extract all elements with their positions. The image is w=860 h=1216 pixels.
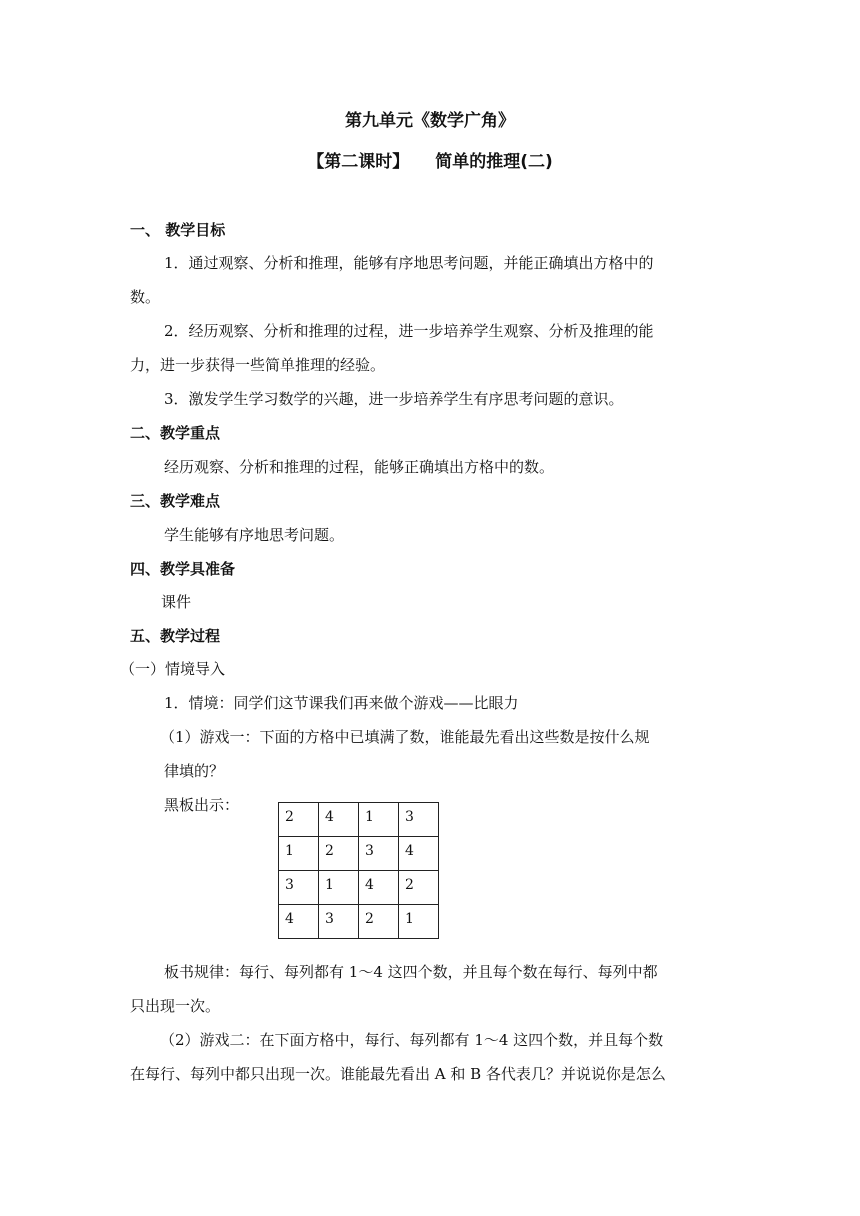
page-subtitle [0,147,860,172]
goal-2-line-2: 力，进一步获得一些简单推理的经验。 [130,356,386,374]
page-title: 第九单元《数学广角》 [345,111,515,131]
difficulties-text: 学生能够有序地思考问题。 [164,526,345,544]
materials-text: 课件 [161,593,192,611]
process-subheading: （一）情境导入 [120,660,226,678]
grid-row [279,871,439,905]
grid-cell: 3 [359,837,399,871]
game-2-line-2: 在每行、每列中都只出现一次。谁能最先看出 A 和 B 各代表几？并说说你是怎么 [130,1065,666,1083]
game-1-line-1: （1）游戏一：下面的方格中已填满了数，谁能最先看出这些数是按什么规 [160,728,650,746]
goal-1-line-2: 数。 [130,288,161,306]
grid-row [279,803,439,837]
number-grid [278,802,439,939]
section-heading-goals: 一、 教学目标 [130,221,226,239]
key-points-text: 经历观察、分析和推理的过程，能够正确填出方格中的数。 [164,458,555,476]
grid-cell: 1 [319,871,359,905]
grid-cell: 1 [359,803,399,837]
goal-3: 3．激发学生学习数学的兴趣，进一步培养学生有序思考问题的意识。 [164,390,624,408]
grid-cell: 4 [279,905,319,939]
grid-cell: 2 [399,871,439,905]
grid-cell: 2 [319,837,359,871]
grid-row [279,905,439,939]
section-heading-process: 五、教学过程 [130,627,221,645]
game-1-line-2: 律填的？ [164,762,225,780]
grid-cell: 3 [399,803,439,837]
grid-cell: 4 [359,871,399,905]
lesson-topic: 简单的推理(二) [435,152,553,172]
grid-row [279,837,439,871]
game-2-line-1: （2）游戏二：在下面方格中，每行、每列都有 1～4 这四个数，并且每个数 [160,1031,664,1049]
grid-cell: 1 [279,837,319,871]
section-heading-materials: 四、教学具准备 [130,560,236,578]
grid-cell: 2 [359,905,399,939]
scene-text: 1．情境：同学们这节课我们再来做个游戏——比眼力 [164,694,519,712]
goal-2-line-1: 2．经历观察、分析和推理的过程，进一步培养学生观察、分析及推理的能 [164,322,654,340]
grid-cell: 4 [399,837,439,871]
rule-line-2: 只出现一次。 [130,997,221,1015]
lesson-label: 【第二课时】 [307,152,410,172]
grid-cell: 1 [399,905,439,939]
section-heading-difficulties: 三、教学难点 [130,492,221,510]
section-heading-key-points: 二、教学重点 [130,424,221,442]
goal-1-line-1: 1．通过观察、分析和推理，能够有序地思考问题，并能正确填出方格中的 [164,254,654,272]
grid-cell: 3 [279,871,319,905]
grid-cell: 3 [319,905,359,939]
board-label: 黑板出示： [164,796,240,814]
rule-line-1: 板书规律：每行、每列都有 1～4 这四个数，并且每个数在每行、每列中都 [164,963,658,981]
grid-cell: 2 [279,803,319,837]
grid-cell: 4 [319,803,359,837]
